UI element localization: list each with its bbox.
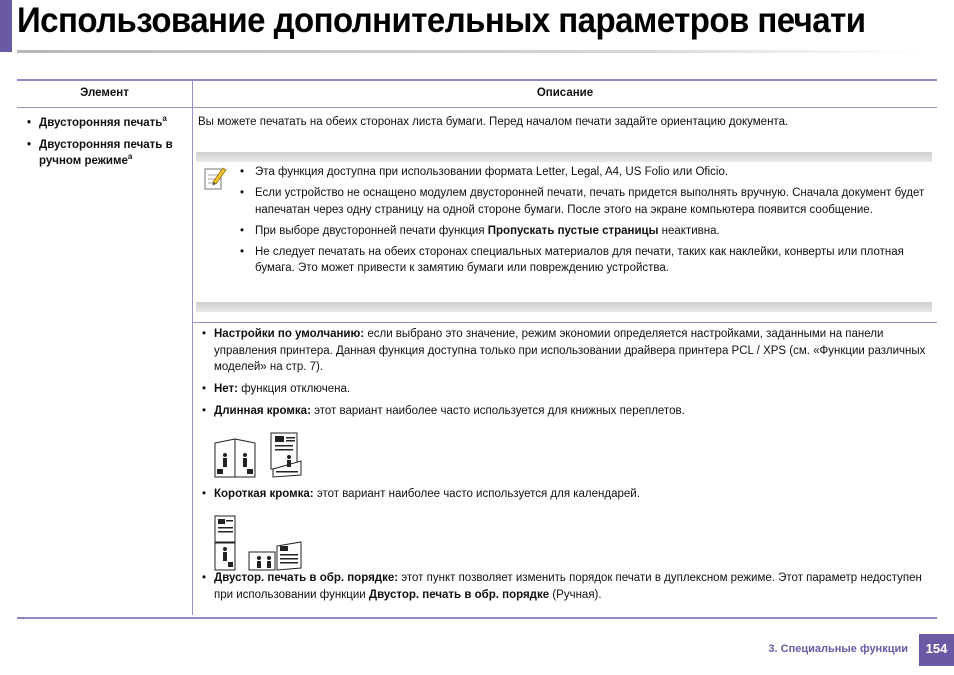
options-table [17, 79, 937, 619]
option-short-edge: • Короткая кромка: этот вариант наиболее часто используется для календарей. [198, 486, 933, 503]
footer-section: 3. Специальные функции [768, 643, 908, 655]
header-element: Элемент [80, 87, 129, 99]
page-title: Использование дополнительных параметров печати [17, 0, 866, 40]
element-item-duplex: • Двусторонняя печать$^a$ [23, 115, 188, 132]
short-edge-binding-figure [213, 514, 305, 572]
option-long-edge: • Длинная кромка: этот вариант наиболее часто используется для книжных переплетов. [198, 403, 933, 420]
note-bottom-bar [196, 302, 932, 312]
element-item-manual-duplex: • Двусторонняя печать в ручном режиме$^a$ [23, 137, 188, 170]
note-pencil-icon [203, 165, 227, 191]
header-description: Описание [536, 87, 594, 99]
page-number: 154 [919, 634, 954, 666]
option-reverse-order: • Двустор. печать в обр. порядке: этот пункт позволяет изменить порядок печати в дуплексном режиме. Этот параметр недоступен при использовании функции Двустор. печать в обр. порядке (Ручная). [198, 570, 933, 603]
title-accent-bar [0, 0, 12, 52]
note-text [236, 164, 930, 281]
note-item: • Эта функция доступна при использовании формата Letter, Legal, A4, US Folio или Oficio. [236, 164, 930, 181]
long-edge-binding-figure [213, 431, 305, 481]
row-divider [193, 322, 937, 323]
option-none: • Нет: функция отключена. [198, 381, 933, 398]
note-item: • При выборе двусторонней печати функция Пропускать пустые страницы неактивна. [236, 223, 930, 240]
column-divider [192, 81, 193, 615]
duplex-options [198, 326, 933, 609]
option-default: • Настройки по умолчанию: если выбрано это значение, режим экономии определяется настройками, заданными на панели управления принтера. Данная функция доступна только при использовании драйвера принтера PCL / XPS (см. «Функции различных моделей» на стр. 7). [198, 326, 933, 376]
duplex-description: Вы можете печатать на обеих сторонах листа бумаги. Перед началом печати задайте ориентацию документа. [198, 116, 789, 128]
note-item: • Не следует печатать на обеих сторонах специальных материалов для печати, таких как наклейки, конверты или плотная бумага. Это может привести к замятию бумаги или повреждению устройства. [236, 244, 930, 277]
note-item: • Если устройство не оснащено модулем двусторонней печати, печать придется выполнять вручную. Сначала документ будет напечатан через одну страницу на одной стороне бумаги. После этого на экране компьютера появится сообщение. [236, 185, 930, 218]
table-header [17, 81, 937, 108]
title-underline [17, 50, 917, 53]
element-cell [23, 115, 188, 175]
note-top-bar [196, 152, 932, 162]
note-box [196, 152, 932, 315]
